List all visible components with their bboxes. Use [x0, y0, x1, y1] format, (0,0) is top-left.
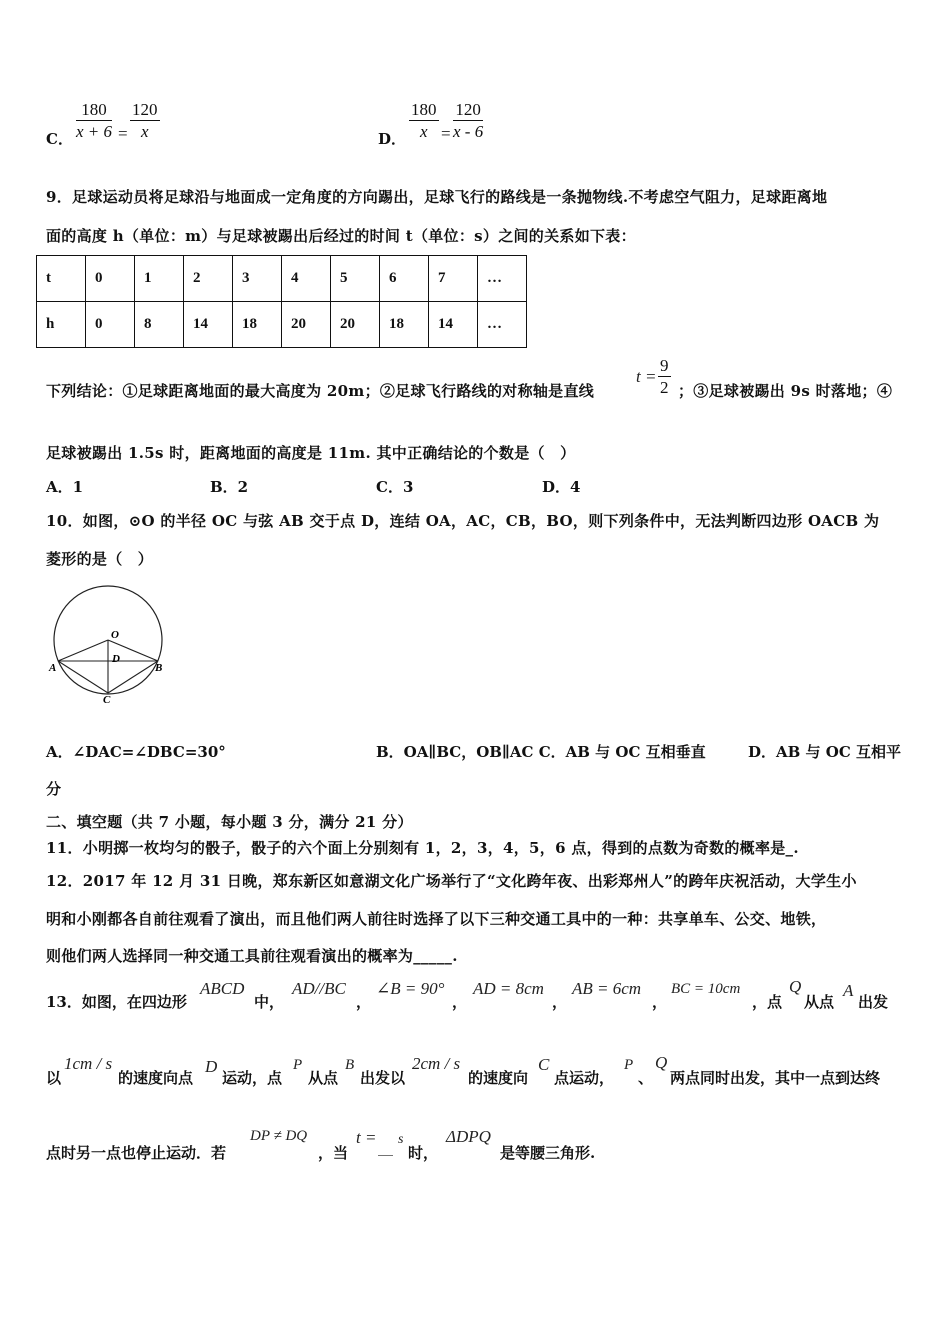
- denominator: x + 6: [76, 122, 113, 141]
- question-10-line-1: 10．如图，⊙O 的半径 OC 与弦 AB 交于点 D，连结 OA，AC，CB，BO，则下列条件中，无法判断四边形 OACB 为: [46, 512, 880, 530]
- table-cell: h: [37, 302, 86, 348]
- question-11: 11．小明掷一枚均匀的骰子，骰子的六个面上分别刻有 1，2，3，4，5，6 点，得到的点数为奇数的概率是_.: [46, 839, 799, 857]
- question-12-line-3: 则他们两人选择同一种交通工具前往观看演出的概率为_____.: [46, 947, 458, 965]
- numerator: 9: [660, 356, 669, 375]
- denominator: 2: [660, 378, 669, 397]
- table-cell: 4: [282, 256, 331, 302]
- table-cell: 18: [233, 302, 282, 348]
- question-10-line-2: 菱形的是（ ）: [46, 550, 154, 568]
- math-bc-length: BC = 10cm: [671, 981, 741, 997]
- equals-sign: =: [118, 124, 128, 143]
- table-cell: …: [478, 302, 527, 348]
- question-12-line-1: 12．2017 年 12 月 31 日晚，郑东新区如意湖文化广场举行了“文化跨年夜、出彩郑州人”的跨年庆祝活动，大学生小: [46, 872, 857, 890]
- option-c: C．3: [376, 478, 414, 496]
- question-13-text: 13．如图，在四边形: [46, 993, 187, 1011]
- denominator: x - 6: [453, 122, 484, 141]
- option-b: B．2: [210, 478, 249, 496]
- table-cell: 0: [86, 302, 135, 348]
- table-cell: 18: [380, 302, 429, 348]
- table-cell: 6: [380, 256, 429, 302]
- question-9-line-4: 足球被踢出 1.5s 时，距离地面的高度是 11m. 其中正确结论的个数是（ ）: [46, 444, 576, 462]
- math-dp-neq-dq: DP ≠ DQ: [250, 1128, 308, 1144]
- fraction: [658, 356, 671, 399]
- option-a: A．∠DAC=∠DBC=30°: [46, 743, 226, 761]
- answer-blank: __: [378, 1138, 393, 1156]
- table-cell: 1: [135, 256, 184, 302]
- math-t-eq: t =: [636, 367, 657, 386]
- question-9-line-2: 面的高度 h（单位：m）与足球被踢出后经过的时间 t（单位：s）之间的关系如下表：: [46, 227, 636, 245]
- table-cell: 0: [86, 256, 135, 302]
- comma: ，: [652, 993, 668, 1011]
- math-q: Q: [789, 977, 802, 996]
- math-angle-b: ∠B = 90°: [376, 979, 445, 998]
- text: 点运动，: [554, 1069, 615, 1087]
- option-a: A．1: [46, 478, 84, 496]
- fraction: [453, 100, 483, 143]
- text: 时，: [408, 1144, 439, 1162]
- table-cell: …: [478, 256, 527, 302]
- table-cell: 5: [331, 256, 380, 302]
- denominator: x: [419, 122, 428, 141]
- math-p: P: [624, 1057, 634, 1073]
- table-cell: 3: [233, 256, 282, 302]
- text: 出发: [858, 993, 889, 1011]
- table-cell: 8: [135, 302, 184, 348]
- math-c: C: [538, 1055, 550, 1074]
- math-speed-2: 2cm / s: [412, 1054, 461, 1073]
- math-q: Q: [655, 1053, 668, 1072]
- math-b: B: [345, 1057, 355, 1073]
- math-ad-length: AD = 8cm: [473, 979, 544, 998]
- math-ad-parallel-bc: AD//BC: [292, 979, 346, 998]
- text: 的速度向: [468, 1069, 529, 1087]
- equals-sign: =: [441, 124, 451, 143]
- math-p: P: [293, 1057, 303, 1073]
- question-9-line-1: 9．足球运动员将足球沿与地面成一定角度的方向踢出，足球飞行的路线是一条抛物线.不考虑空气阻力，足球距离地: [46, 188, 828, 206]
- label-o: O: [111, 629, 119, 641]
- table-cell: 20: [331, 302, 380, 348]
- text: 运动，点: [222, 1069, 283, 1087]
- table-cell: t: [37, 256, 86, 302]
- text: 、: [638, 1069, 654, 1087]
- numerator: 180: [411, 100, 437, 119]
- option-d-label: D．: [378, 130, 407, 148]
- numerator: 180: [76, 100, 112, 121]
- text: 两点同时出发，其中一点到达终: [670, 1069, 881, 1087]
- circle-figure: [44, 582, 174, 706]
- fraction: [76, 100, 112, 143]
- comma: ，: [452, 993, 468, 1011]
- text: 的速度向点: [118, 1069, 194, 1087]
- option-c-label: C．: [46, 130, 73, 148]
- table-row: [37, 302, 527, 348]
- text: ，点: [752, 993, 783, 1011]
- question-12-line-2: 明和小刚都各自前往观看了演出，而且他们两人前往时选择了以下三种交通工具中的一种：共享单车、公交、地铁，: [46, 910, 827, 928]
- denominator: x: [140, 122, 149, 141]
- comma: ，: [552, 993, 568, 1011]
- text: 点时另一点也停止运动．若: [46, 1144, 227, 1162]
- text: 是等腰三角形.: [500, 1144, 596, 1162]
- numerator: 120: [453, 100, 483, 121]
- math-triangle-dpq: ΔDPQ: [446, 1127, 491, 1146]
- math-a: A: [843, 981, 854, 1000]
- label-c: C: [103, 694, 111, 706]
- table-cell: 14: [184, 302, 233, 348]
- numerator: 120: [132, 100, 158, 119]
- segment-oa: [58, 640, 108, 661]
- text: 从点: [804, 993, 835, 1011]
- math-speed-1: 1cm / s: [64, 1054, 113, 1073]
- section-heading: 二、填空题（共 7 小题，每小题 3 分，满分 21 分）: [46, 813, 413, 831]
- table-cell: 2: [184, 256, 233, 302]
- fraction: [409, 100, 439, 143]
- label-b: B: [155, 662, 163, 674]
- table-cell: 7: [429, 256, 478, 302]
- label-d: D: [112, 653, 120, 665]
- math-abcd: ABCD: [200, 979, 245, 998]
- data-table: [36, 255, 527, 348]
- text: 以: [46, 1069, 62, 1087]
- option-d: D．4: [542, 478, 581, 496]
- table-cell: 20: [282, 302, 331, 348]
- option-b-c: B．OA∥BC，OB∥AC C．AB 与 OC 互相垂直: [376, 743, 706, 761]
- option-d-continued: 分: [46, 780, 62, 798]
- option-d: D．AB 与 OC 互相平: [748, 743, 901, 761]
- table-row: [37, 256, 527, 302]
- text: 从点: [308, 1069, 339, 1087]
- text: 出发以: [360, 1069, 406, 1087]
- math-ab-length: AB = 6cm: [572, 979, 642, 998]
- question-9-conclusions: 下列结论：①足球距离地面的最大高度为 20m；②足球飞行路线的对称轴是直线: [46, 382, 595, 400]
- fraction: [130, 100, 160, 143]
- text: ，当: [318, 1144, 349, 1162]
- label-a: A: [49, 662, 57, 674]
- question-9-conclusions-cont: ；③足球被踢出 9s 时落地；④: [678, 382, 893, 400]
- comma: ，: [356, 993, 372, 1011]
- text: 中，: [254, 993, 285, 1011]
- math-s: s: [398, 1132, 404, 1147]
- table-cell: 14: [429, 302, 478, 348]
- math-d: D: [205, 1057, 218, 1076]
- math-t: t =: [356, 1128, 377, 1147]
